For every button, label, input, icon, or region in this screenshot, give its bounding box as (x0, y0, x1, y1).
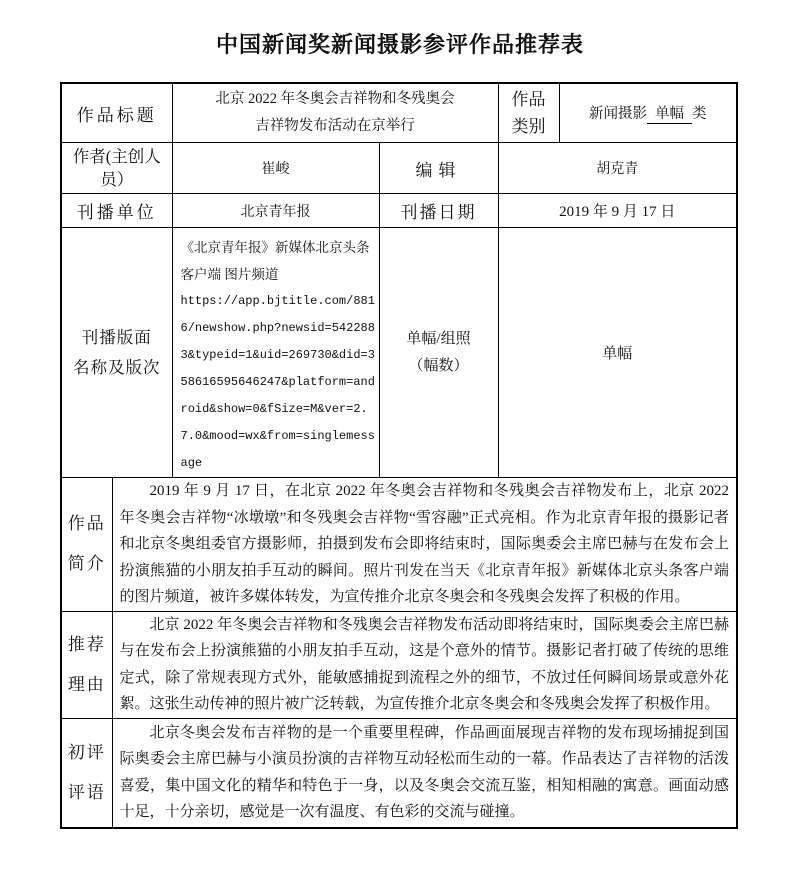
intro-text: 2019 年 9 月 17 日，在北京 2022 年冬奥会吉祥物和冬残奥会吉祥物发布上，北京 2022 年冬奥会吉祥物“冰墩墩”和冬残奥会吉祥物“雪容融”正式亮相。作为北京青年报的摄影记者和北京冬奥组委官方摄影师，拍摄到发布会即将结束时，国际奥委会主席巴赫与在发布会上扮演熊猫的小朋友拍手互动的瞬间。照片刊发在当天《北京青年报》新媒体北京头条客户端的图片频道，被许多媒体转发，为宣传推介北京冬奥会和冬残奥会发挥了积极的作用。 (112, 478, 737, 612)
publication-details (172, 228, 379, 478)
author-label: 作者(主创人 员） (61, 143, 172, 194)
work-title-line2: 吉祥物发布活动在京举行 (255, 118, 415, 134)
format-value: 单幅 (498, 228, 737, 478)
publication-label: 刊播版面 名称及版次 (61, 228, 172, 478)
publisher-label: 刊播单位 (61, 194, 172, 228)
category-label: 作品 类别 (498, 83, 559, 143)
reason-label: 推荐 理由 (61, 611, 112, 718)
category-value (559, 83, 737, 143)
reason-text: 北京 2022 年冬奥会吉祥物和冬残奥会吉祥物发布活动即将结束时，国际奥委会主席巴赫与在发布会上扮演熊猫的小朋友拍手互动，这是个意外的情节。摄影记者打破了传统的思维定式，除了常规表现方式外，能敏感捕捉到流程之外的细节，不放过任何瞬间场景或意外花絮。这张生动传神的照片被广泛转载，为宣传推介北京冬奥会和冬残奥会发挥了积极作用。 (112, 611, 737, 718)
format-label: 单幅/组照 （幅数） (379, 228, 498, 478)
recommendation-table (60, 82, 738, 829)
review-text: 北京冬奥会发布吉祥物的是一个重要里程碑，作品画面展现吉祥物的发布现场捕捉到国际奥委会主席巴赫与小演员扮演的吉祥物互动轻松而生动的一幕。作品表达了吉祥物的活泼喜爱，集中国文化的精华和特色于一身，以及冬奥会交流互鉴，相知相融的寓意。画面动感十足，十分亲切，感觉是一次有温度、有色彩的交流与碰撞。 (112, 718, 737, 828)
row-author (61, 143, 737, 194)
author-value: 崔峻 (172, 143, 379, 194)
date-label: 刊播日期 (379, 194, 498, 228)
work-title-label: 作品标题 (61, 83, 172, 143)
work-title-line1: 北京 2022 年冬奥会吉祥物和冬残奥会 (215, 91, 455, 107)
work-title-value (172, 83, 498, 143)
editor-value: 胡克青 (498, 143, 737, 194)
publication-url: https://app.bjtitle.com/8816/newshow.php?newsid=5422883&typeid=1&uid=269730&did=358616595646247&platform=android&show=0&fSize=M&ver=2.7.0&mood=wx&from=singlemessage (180, 294, 375, 470)
category-selected: 单幅 (647, 106, 692, 124)
publication-channel: 《北京青年报》新媒体北京头条客户端 图片频道 (180, 240, 370, 282)
row-review (61, 718, 737, 828)
date-value: 2019 年 9 月 17 日 (498, 194, 737, 228)
category-suffix: 类 (692, 106, 707, 122)
intro-label: 作品 简介 (61, 478, 112, 612)
row-reason (61, 611, 737, 718)
row-publisher (61, 194, 737, 228)
publisher-value: 北京青年报 (172, 194, 379, 228)
row-intro (61, 478, 737, 612)
page-title: 中国新闻奖新闻摄影参评作品推荐表 (215, 32, 584, 57)
editor-label: 编辑 (379, 143, 498, 194)
row-publication (61, 228, 737, 478)
review-label: 初评 评语 (61, 718, 112, 828)
row-work-title (61, 83, 737, 143)
category-prefix: 新闻摄影 (589, 106, 647, 122)
